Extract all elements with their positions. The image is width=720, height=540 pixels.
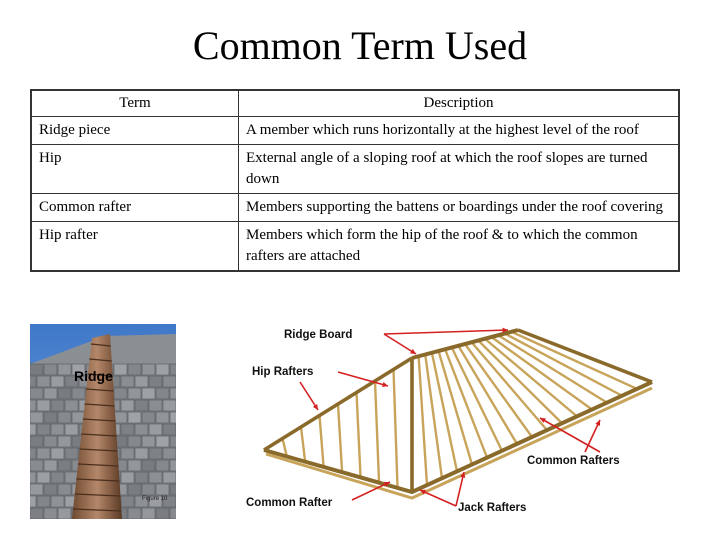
terms-table <box>30 89 680 272</box>
term-cell: Hip rafter <box>31 222 239 272</box>
common-rafter-label: Common Rafter <box>246 497 333 509</box>
table-row <box>31 117 679 145</box>
table-header-row <box>31 90 679 117</box>
term-cell: Ridge piece <box>31 117 239 145</box>
ridge-label: Ridge <box>74 368 113 384</box>
term-cell: Hip <box>31 145 239 194</box>
description-cell: A member which runs horizontally at the highest level of the roof <box>239 117 680 145</box>
ridge-photo-image <box>30 324 176 519</box>
description-cell: External angle of a sloping roof at which the roof slopes are turned down <box>239 145 680 194</box>
ridge-board-label: Ridge Board <box>284 329 353 341</box>
table-row <box>31 194 679 222</box>
hip-rafters-label: Hip Rafters <box>252 366 314 378</box>
term-cell: Common rafter <box>31 194 239 222</box>
description-cell: Members supporting the battens or boardings under the roof covering <box>239 194 680 222</box>
header-term: Term <box>31 90 239 117</box>
roof-framing-image <box>240 322 660 518</box>
table-row <box>31 145 679 194</box>
figure-caption: Figure 10 <box>142 496 168 502</box>
header-description: Description <box>239 90 680 117</box>
table-row <box>31 222 679 272</box>
roof-framing-diagram <box>240 322 660 518</box>
jack-rafters-label: Jack Rafters <box>458 502 527 514</box>
description-cell: Members which form the hip of the roof & to which the common rafters are attached <box>239 222 680 272</box>
common-rafters-label: Common Rafters <box>527 455 620 467</box>
ridge-photo <box>30 324 176 519</box>
slide-title: Common Term Used <box>192 23 528 68</box>
